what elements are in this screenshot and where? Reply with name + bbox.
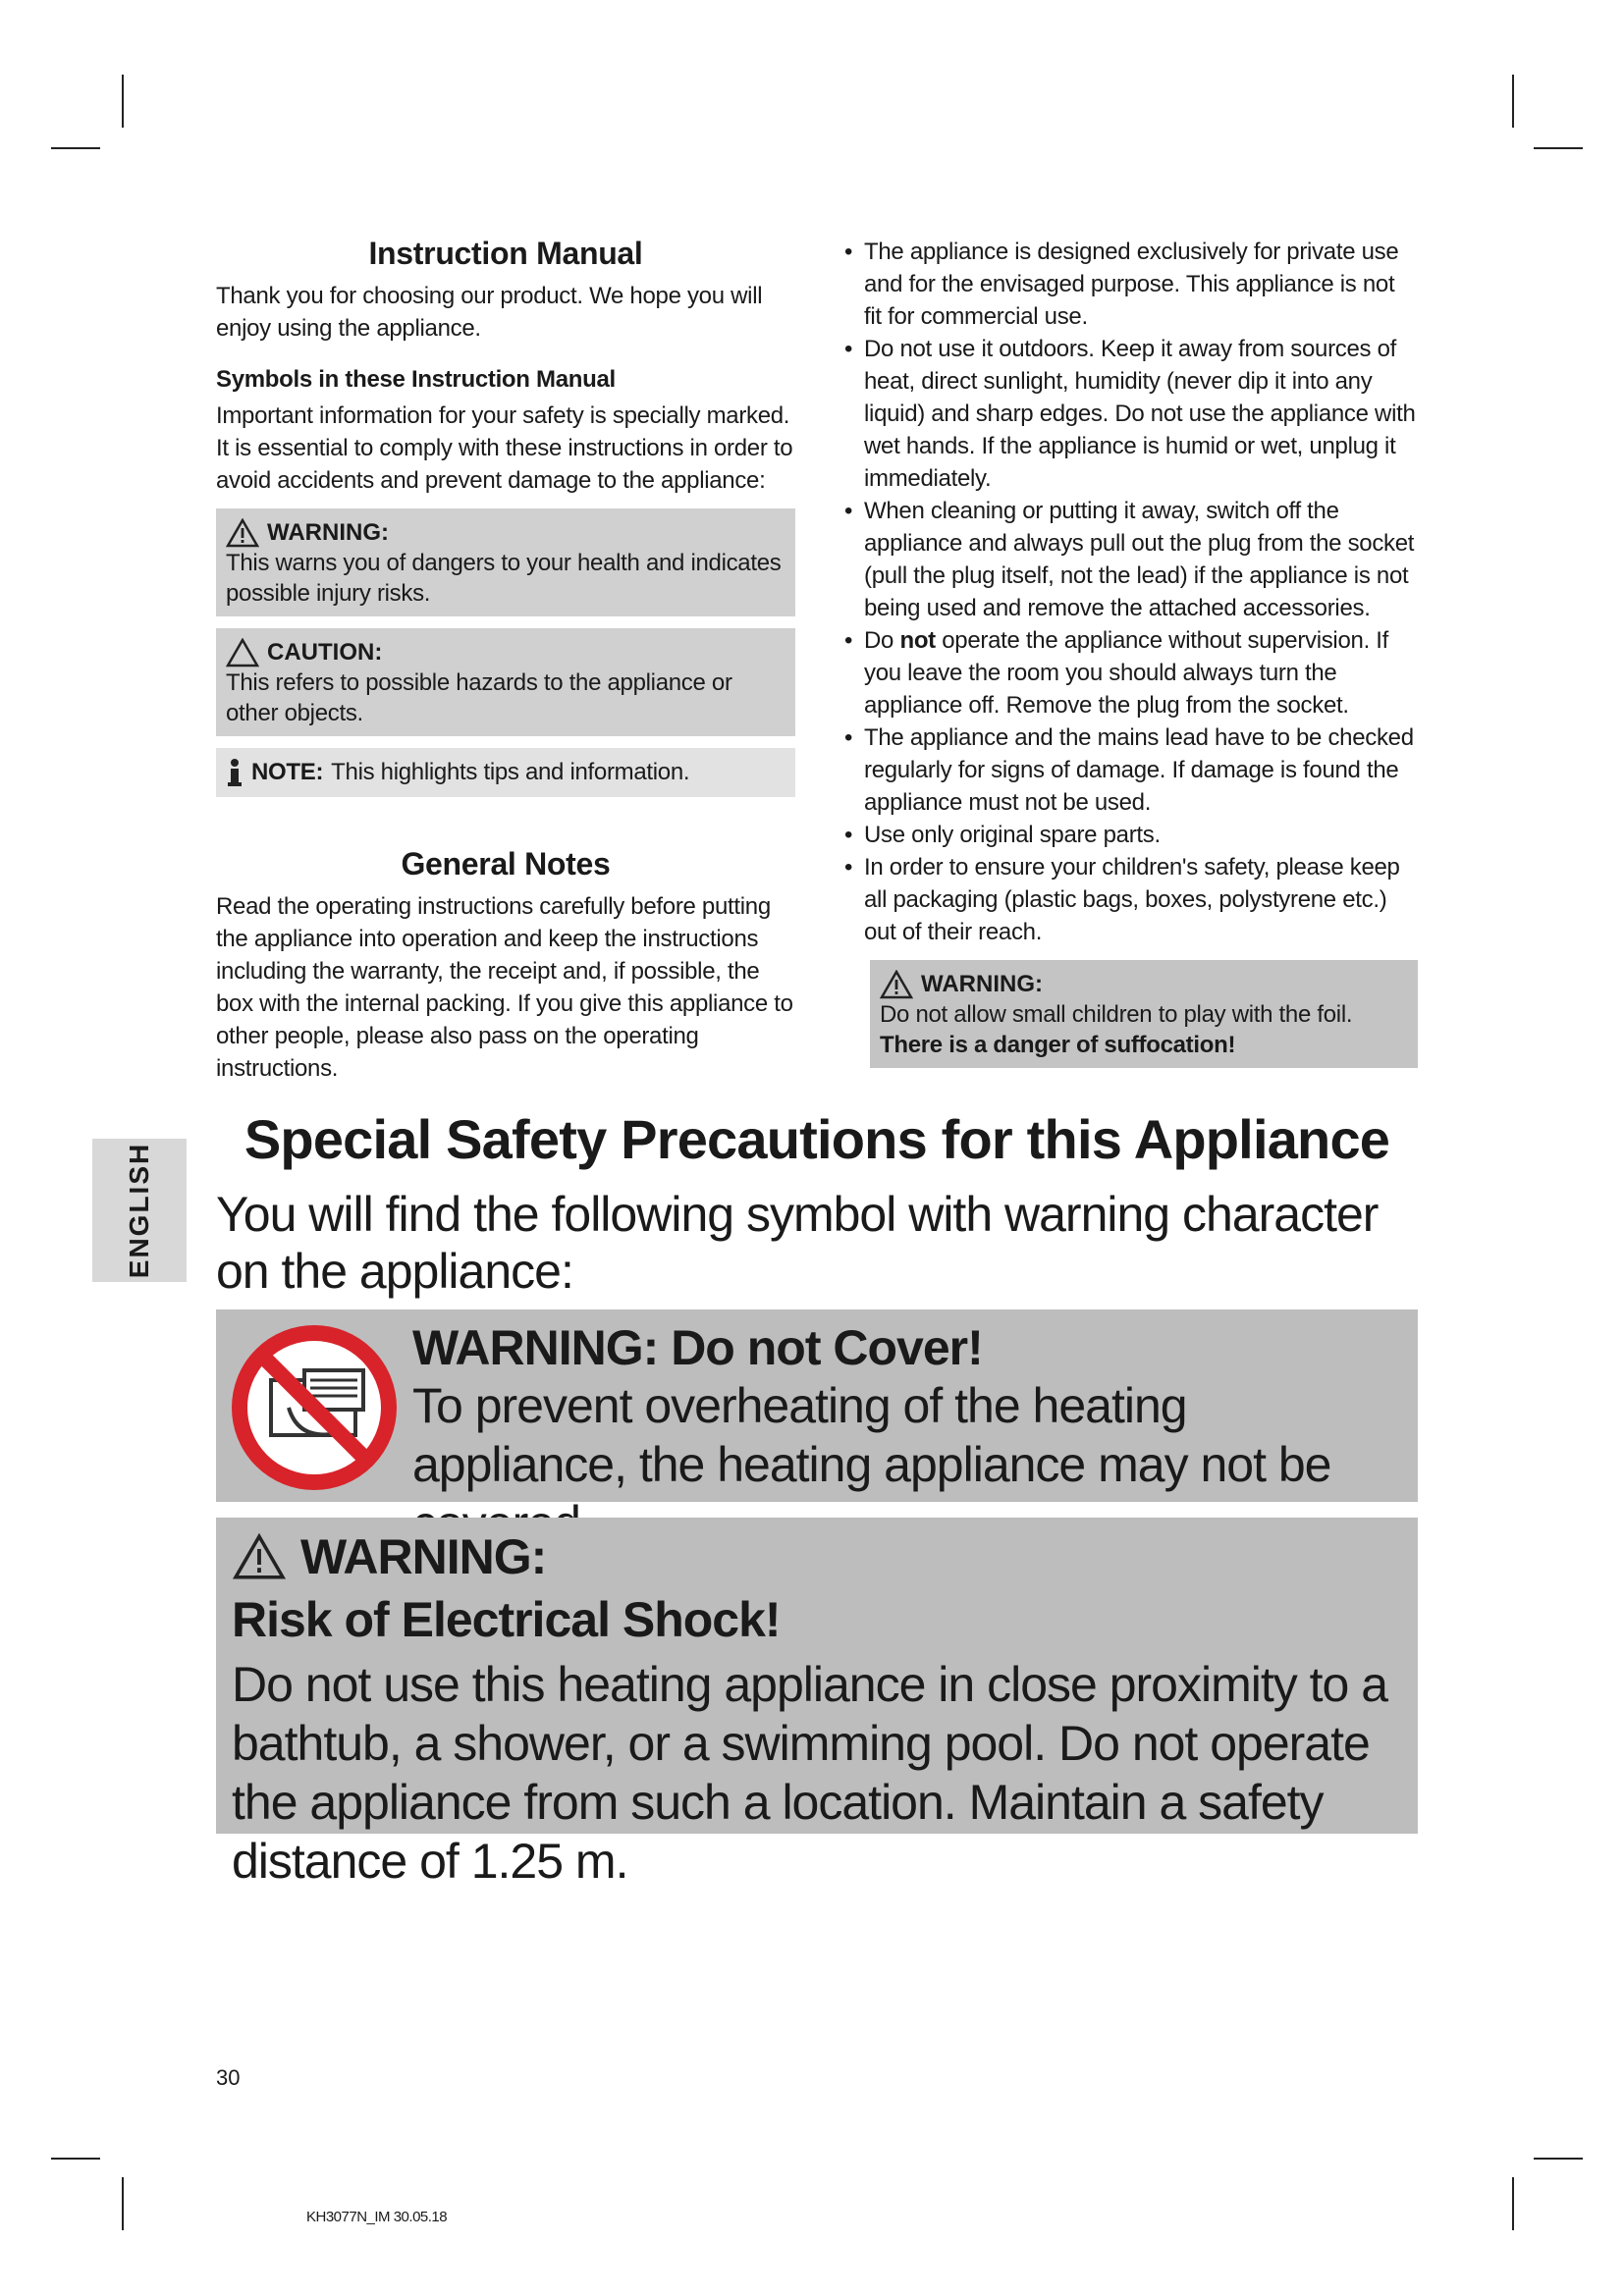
- warning-label: WARNING:: [267, 519, 389, 546]
- shock-warning-label: WARNING:: [300, 1529, 547, 1584]
- crop-mark: [51, 2158, 100, 2160]
- language-tab-label: ENGLISH: [124, 1142, 154, 1279]
- list-item: [837, 624, 1418, 721]
- warning-text: This warns you of dangers to your health and indicates possible injury risks.: [226, 550, 782, 607]
- shock-heading: Risk of Electrical Shock!: [232, 1592, 781, 1647]
- special-safety-title: Special Safety Precautions for this Appliance: [244, 1108, 1390, 1170]
- caution-text: This refers to possible hazards to the appliance or other objects.: [226, 669, 732, 726]
- warning-triangle-icon: [880, 970, 913, 999]
- right-column: [837, 236, 1418, 1068]
- list-item-text: Do: [864, 627, 900, 654]
- foil-warning-label: WARNING:: [921, 971, 1043, 997]
- crop-mark: [1512, 75, 1514, 128]
- left-column: [216, 236, 795, 1085]
- shock-text: Do not use this heating appliance in close proximity to a bathtub, a shower, or a swimming pool. Do not operate the appliance from such a location. Maintain a safety distance of 1.25 m.: [232, 1657, 1388, 1889]
- electrical-shock-box: [216, 1518, 1418, 1889]
- list-item-emphasis: not: [899, 627, 936, 654]
- note-label: NOTE:: [251, 759, 324, 785]
- warning-box: [216, 508, 795, 616]
- symbols-text: Important information for your safety is specially marked. It is essential to comply with these instructions in order to avoid accidents and prevent damage to the appliance:: [216, 402, 793, 494]
- do-not-cover-box: [216, 1309, 1418, 1502]
- crop-mark: [1512, 2177, 1514, 2230]
- crop-mark: [122, 75, 124, 128]
- crop-mark: [122, 2177, 124, 2230]
- symbols-heading: Symbols in these Instruction Manual: [216, 366, 616, 393]
- foil-warning-bold: There is a danger of suffocation!: [880, 1032, 1236, 1058]
- general-notes-text: Read the operating instructions carefully before putting the appliance into operation and keep the instructions including the warranty, the receipt and, if possible, the box with the internal packing. If you give this appliance to other people, please also pass on the operating instructions.: [216, 893, 793, 1082]
- caution-label: CAUTION:: [267, 639, 383, 666]
- do-not-cover-text: To prevent overheating of the heating appliance, the heating appliance may not be: [412, 1378, 1331, 1492]
- do-not-cover-icon: [230, 1323, 399, 1492]
- list-item: • In order to ensure your children's safety, please keep all packaging (plastic bags, boxes, polystyrene etc.) out of their reach.: [837, 851, 1418, 948]
- safety-list: [837, 236, 1418, 948]
- note-text: This highlights tips and information.: [331, 759, 690, 785]
- warning-triangle-icon: [232, 1533, 287, 1580]
- list-item: • When cleaning or putting it away, switch off the appliance and always pull out the plug from the socket (pull the plug itself, not the lead) if the appliance is not being used and remove the attached accessories.: [837, 495, 1418, 624]
- list-item: • The appliance is designed exclusively for private use and for the envisaged purpose. This appliance is not fit for commercial use.: [837, 236, 1418, 333]
- general-notes-title: General Notes: [401, 846, 611, 881]
- info-icon: [226, 758, 244, 787]
- special-safety-subtitle: You will find the following symbol with warning character on the appliance:: [216, 1187, 1379, 1299]
- language-tab: [92, 1139, 187, 1282]
- warning-triangle-icon: [226, 518, 259, 548]
- foil-warning-box: [870, 960, 1418, 1068]
- crop-mark: [1534, 2158, 1583, 2160]
- caution-box: [216, 628, 795, 736]
- caution-triangle-icon: [226, 638, 259, 667]
- crop-mark: [1534, 147, 1583, 149]
- list-item: • Use only original spare parts.: [837, 819, 1418, 851]
- note-box: [216, 748, 795, 797]
- crop-mark: [51, 147, 100, 149]
- do-not-cover-heading: WARNING: Do not Cover!: [412, 1320, 983, 1375]
- page-number: 30: [216, 2065, 241, 2090]
- list-item: • Do not use it outdoors. Keep it away from sources of heat, direct sunlight, humidity (never dip it into any liquid) and sharp edges. Do not use the appliance with wet hands. If the appliance is humid or wet, unplug it immediately.: [837, 333, 1418, 495]
- intro-text: Thank you for choosing our product. We hope you will enjoy using the appliance.: [216, 283, 763, 342]
- footer-code: KH3077N_IM 30.05.18: [306, 2209, 448, 2225]
- list-item-text: operate the appliance without supervision. If you leave the room you should always turn the appliance off. Remove the plug from the socket.: [864, 627, 1389, 719]
- instruction-manual-title: Instruction Manual: [368, 236, 643, 271]
- foil-warning-text: Do not allow small children to play with the foil.: [880, 1001, 1353, 1028]
- list-item: • The appliance and the mains lead have to be checked regularly for signs of damage. If damage is found the appliance must not be used.: [837, 721, 1418, 819]
